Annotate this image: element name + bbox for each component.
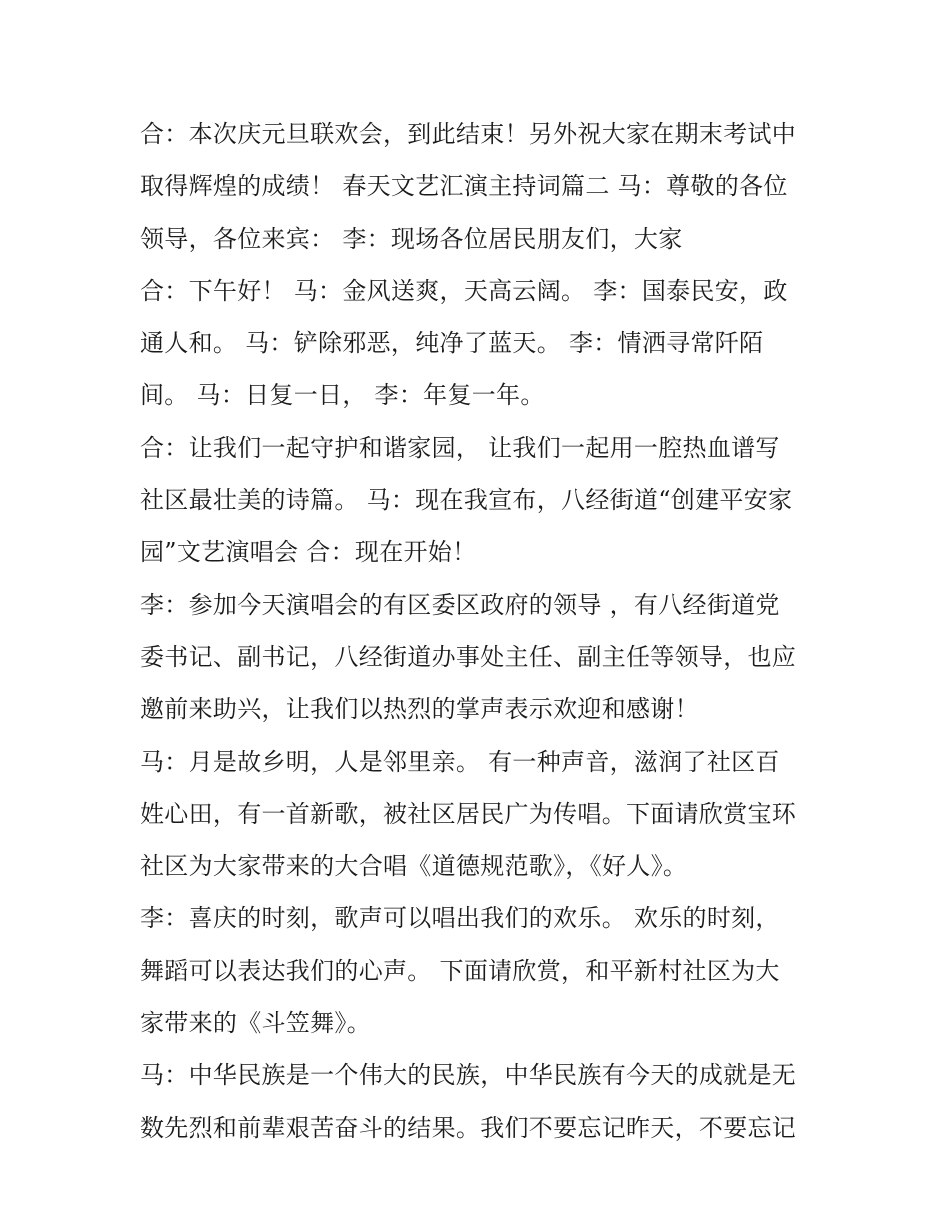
text-line: 社区最壮美的诗篇。 马：现在我宣布，八经街道“创建平安家 xyxy=(140,486,793,515)
text-line: 李：喜庆的时刻，歌声可以唱出我们的欢乐。 欢乐的时刻， xyxy=(140,904,780,933)
text-line: 取得辉煌的成绩！ 春天文艺汇演主持词篇二 马：尊敬的各位 xyxy=(140,172,788,201)
text-line: 社区为大家带来的大合唱《道德规范歌》，《好人》。 xyxy=(140,852,688,881)
text-line: 舞蹈可以表达我们的心声。 下面请欣赏，和平新村社区为大 xyxy=(140,956,780,985)
text-line: 合：本次庆元旦联欢会，到此结束！另外祝大家在期末考试中 xyxy=(140,120,797,148)
text-line: 邀前来助兴，让我们以热烈的掌声表示欢迎和感谢！ xyxy=(140,695,699,724)
text-line: 家带来的《斗笠舞》。 xyxy=(140,1009,371,1038)
text-line: 马：中华民族是一个伟大的民族，中华民族有今天的成就是无 xyxy=(140,1061,797,1090)
text-line: 合：下午好！ 马：金风送爽，天高云阔。 李：国泰民安，政 xyxy=(140,276,788,305)
text-line: 委书记、副书记，八经街道办事处主任、副主任等领导，也应 xyxy=(140,642,797,671)
text-line: 马：月是故乡明，人是邻里亲。 有一种声音，滋润了社区百 xyxy=(140,747,780,776)
text-line: 合：让我们一起守护和谐家园， 让我们一起用一腔热血谱写 xyxy=(140,433,780,462)
text-line: 领导，各位来宾： 李：现场各位居民朋友们，大家 xyxy=(140,224,683,253)
text-line: 园”文艺演唱会 合：现在开始！ xyxy=(140,538,477,567)
text-line: 李：参加今天演唱会的有区委区政府的领导 ，有八经街道党 xyxy=(140,590,780,619)
document-body xyxy=(140,108,820,1154)
text-line: 姓心田，有一首新歌，被社区居民广为传唱。下面请欣赏宝环 xyxy=(140,799,797,828)
text-line: 数先烈和前辈艰苦奋斗的结果。我们不要忘记昨天，不要忘记 xyxy=(140,1113,797,1142)
text-line: 通人和。 马：铲除邪恶，纯净了蓝天。 李：情洒寻常阡陌 xyxy=(140,329,764,358)
text-line: 间。 马：日复一日， 李：年复一年。 xyxy=(140,381,545,410)
